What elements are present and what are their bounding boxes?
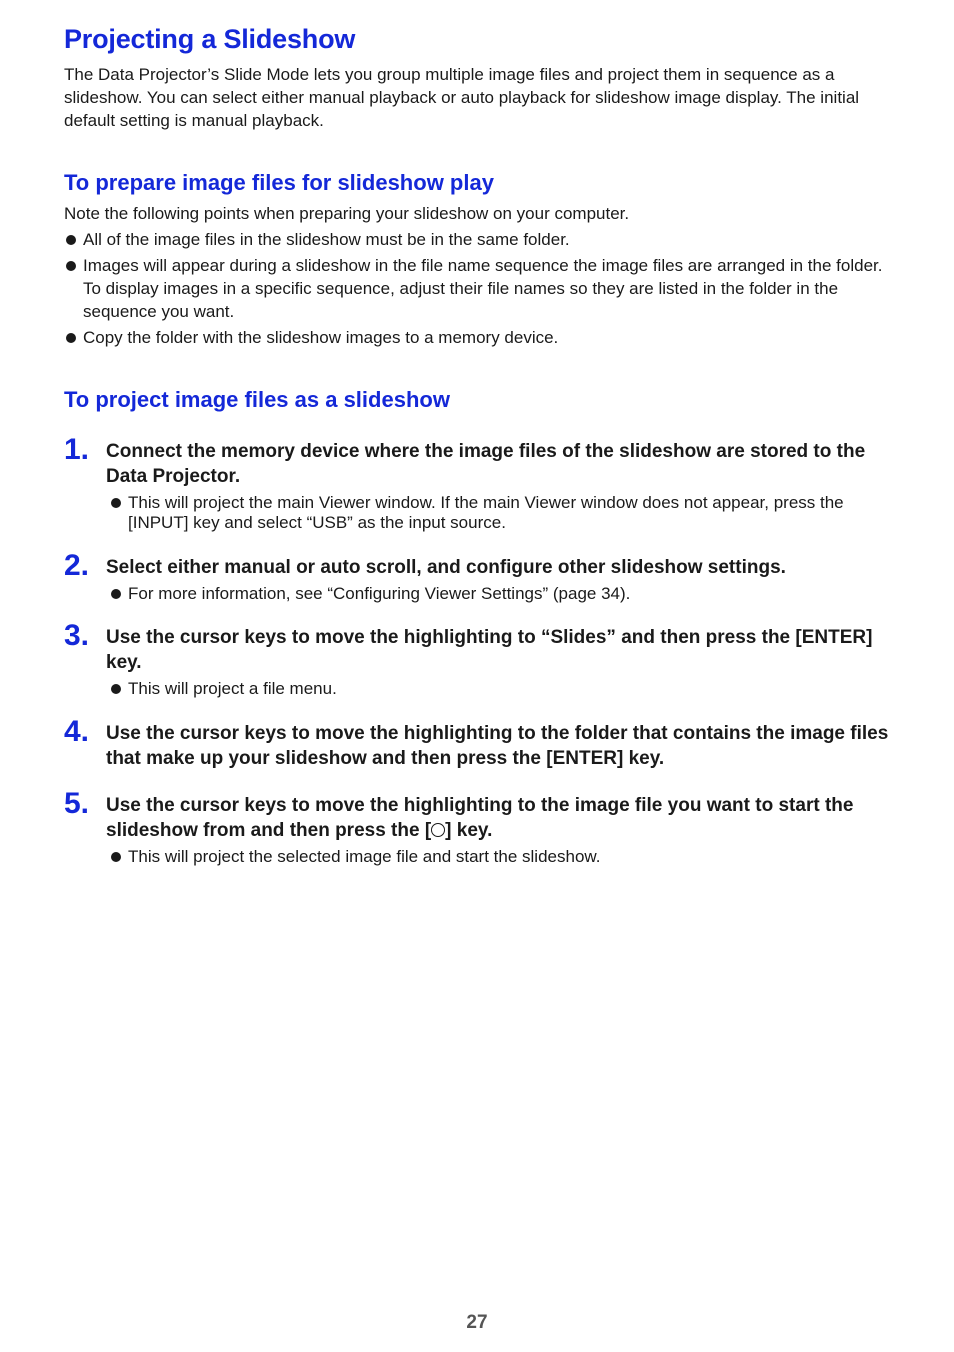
list-item: Copy the folder with the slideshow images to a memory device.: [64, 326, 894, 349]
step-notes: [109, 679, 894, 699]
page-title: Projecting a Slideshow: [64, 24, 356, 54]
step-5: [64, 787, 894, 867]
prepare-lead: Note the following points when preparing your slideshow on your computer.: [64, 204, 630, 223]
project-heading: To project image files as a slideshow: [64, 387, 450, 412]
step-title: Select either manual or auto scroll, and configure other slideshow settings.: [106, 557, 786, 578]
step-notes: [109, 584, 894, 604]
list-item: This will project the main Viewer window. If the main Viewer window does not appear, press the [INPUT] key and select “USB” as the input source.: [109, 493, 894, 533]
circle-key-icon: [431, 823, 445, 837]
list-item: Images will appear during a slideshow in the file name sequence the image files are arranged in the folder. To display images in a specific sequence, adjust their file names so they are listed in the folder in the sequence you want.: [64, 254, 894, 323]
step-title-after: ] key.: [445, 820, 493, 841]
list-item: This will project a file menu.: [109, 679, 894, 699]
step-number: 1.: [64, 433, 90, 466]
step-number: 5.: [64, 787, 90, 820]
step-3: [64, 619, 894, 699]
intro-paragraph: The Data Projector’s Slide Mode lets you group multiple image files and project them in sequence as a slideshow. You can select either manual playback or auto playback for slideshow image display. The initial default setting is manual playback.: [64, 65, 860, 130]
step-notes: [109, 847, 894, 867]
prepare-heading: To prepare image files for slideshow play: [64, 170, 494, 195]
step-title-before: Use the cursor keys to move the highlighting to the image file you want to start the slideshow from and then press the [: [106, 795, 854, 841]
step-title: [106, 793, 894, 843]
step-title: Connect the memory device where the image files of the slideshow are stored to the Data Projector.: [106, 441, 866, 487]
step-1: [64, 433, 894, 533]
page-number: 27: [466, 1312, 488, 1333]
prepare-bullet-list: [64, 228, 894, 352]
list-item: This will project the selected image file and start the slideshow.: [109, 847, 894, 867]
step-number: 4.: [64, 715, 90, 748]
list-item: For more information, see “Configuring Viewer Settings” (page 34).: [109, 584, 894, 604]
step-number: 2.: [64, 549, 90, 582]
step-title: Use the cursor keys to move the highlighting to the folder that contains the image files that make up your slideshow and then press the [ENTER] key.: [106, 723, 889, 769]
step-2: [64, 549, 894, 604]
step-number: 3.: [64, 619, 90, 652]
list-item: All of the image files in the slideshow must be in the same folder.: [64, 228, 894, 251]
step-title: Use the cursor keys to move the highlighting to “Slides” and then press the [ENTER] key.: [106, 627, 873, 673]
step-4: [64, 715, 894, 771]
step-notes: [109, 493, 894, 533]
